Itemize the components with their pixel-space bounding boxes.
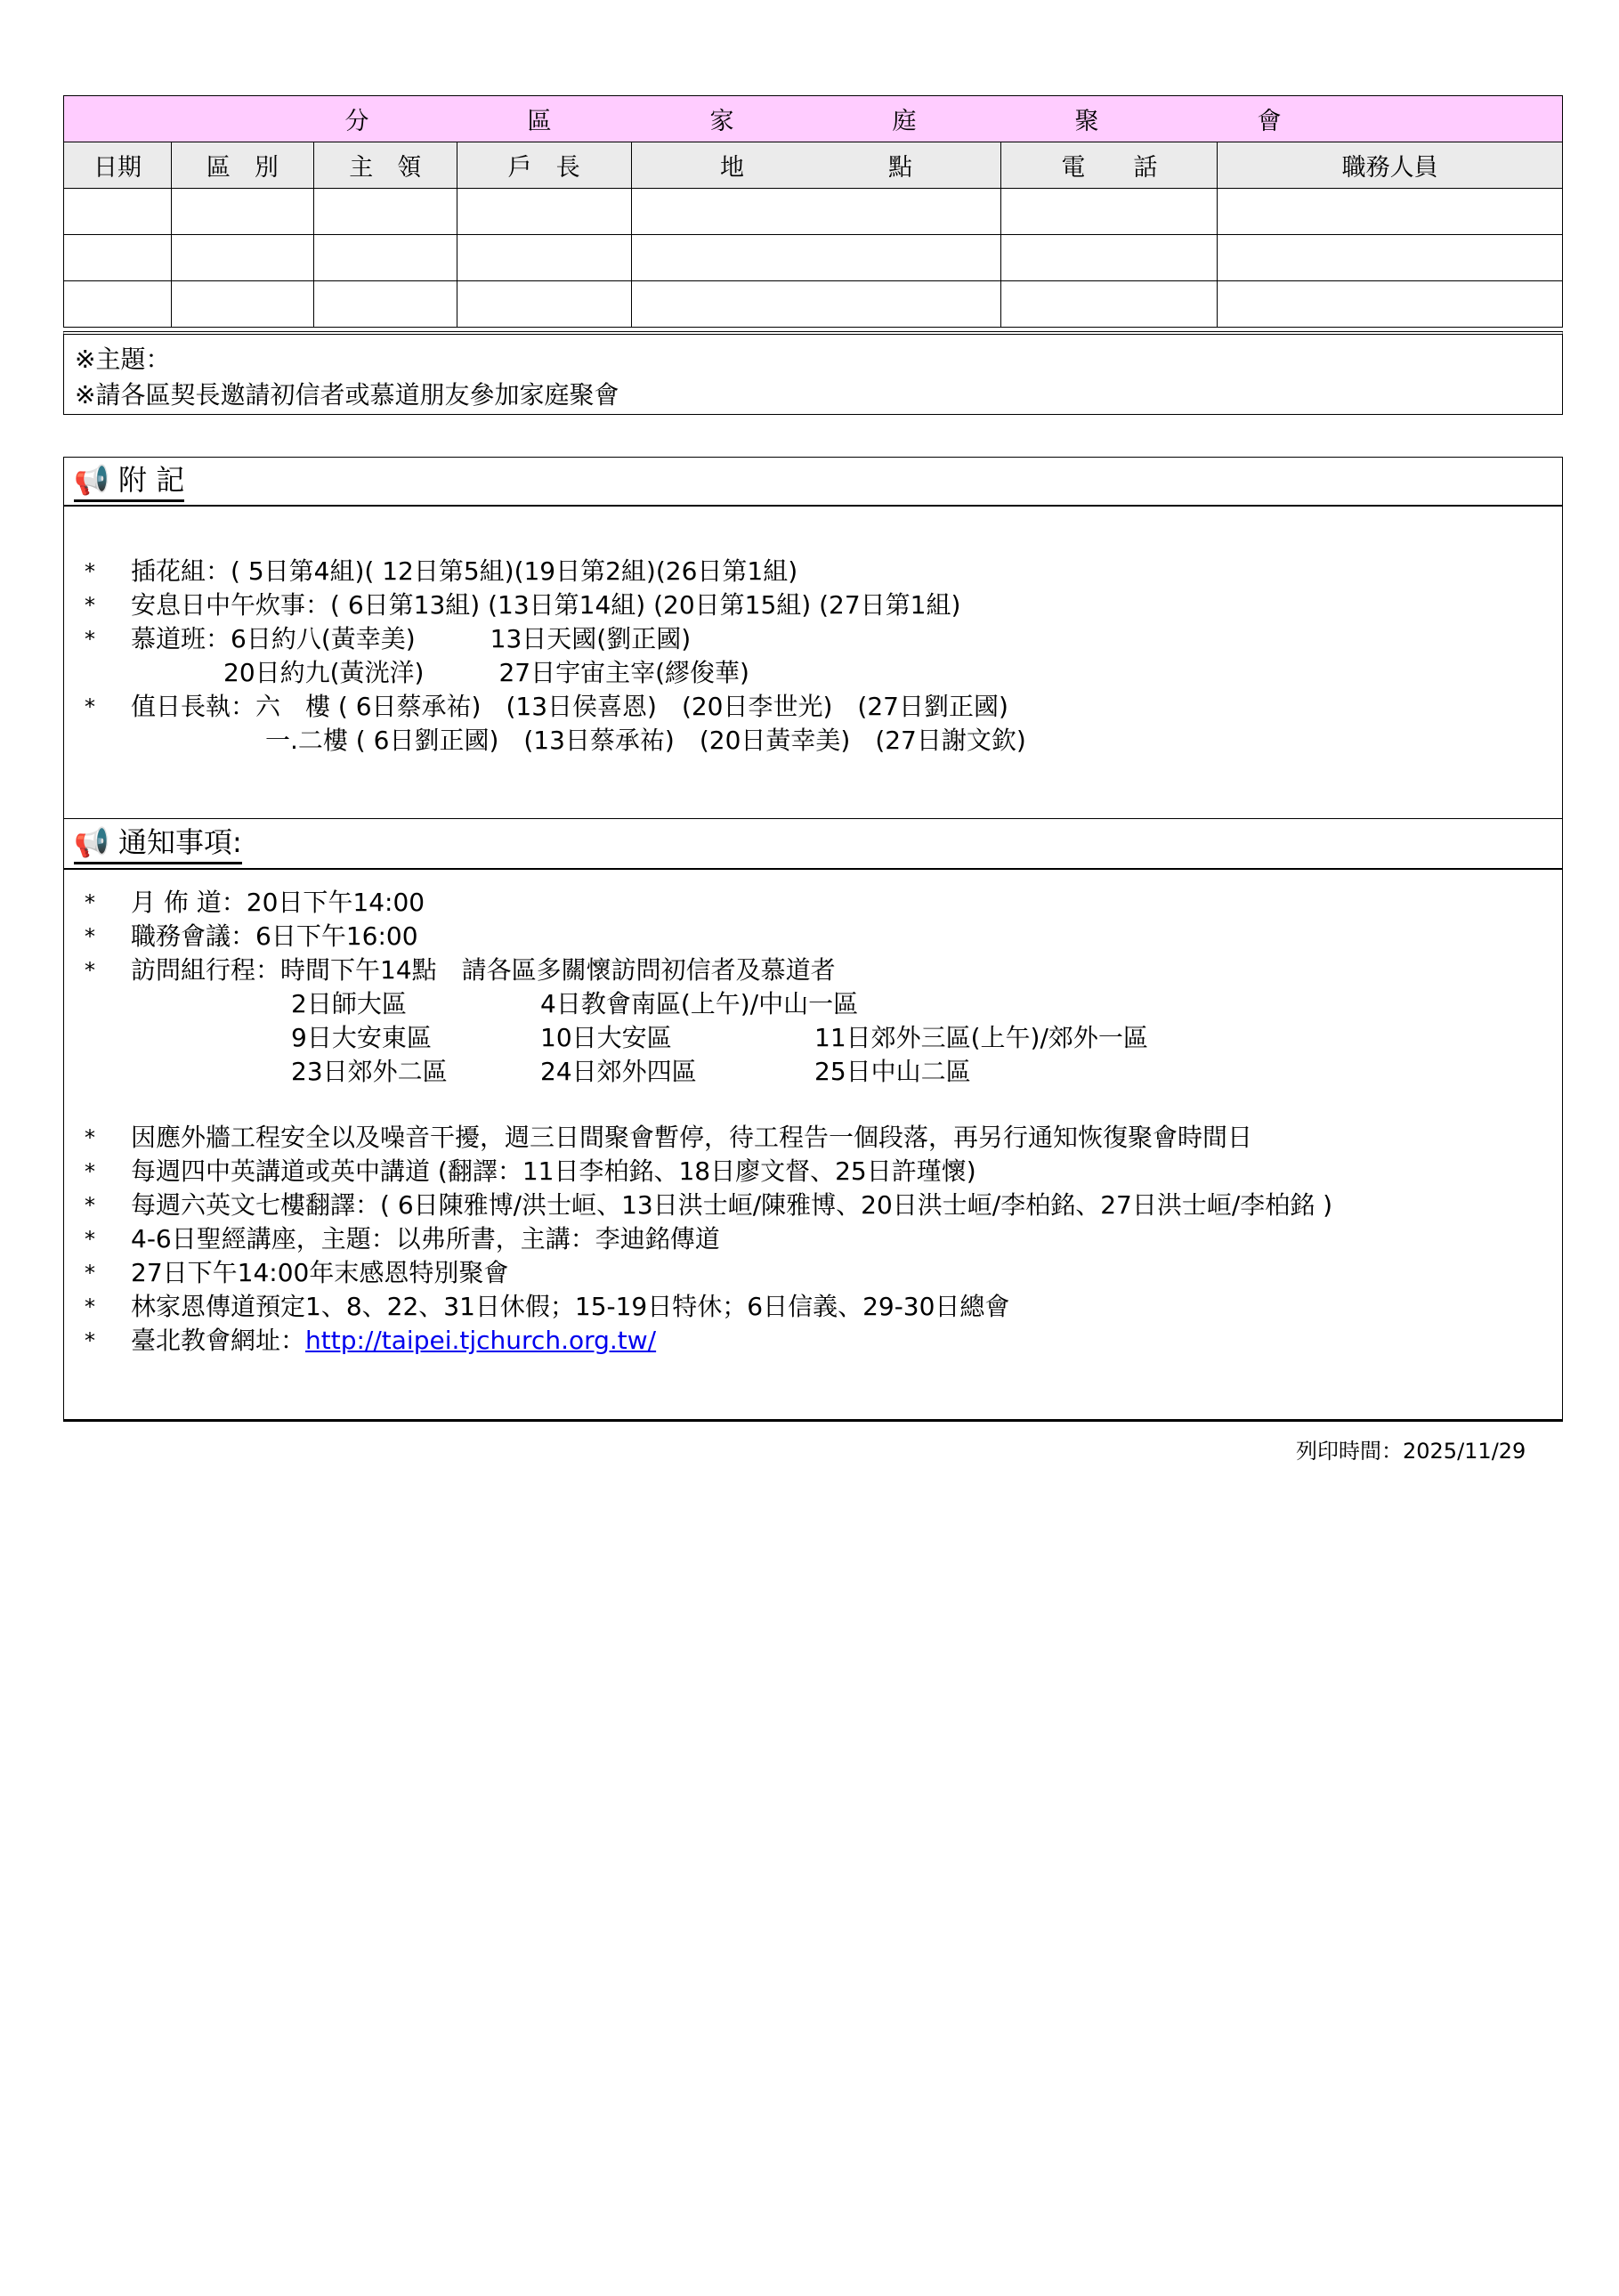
title-char: 會 [1257,108,1282,135]
table-cell [171,281,313,328]
table-cell [64,189,172,235]
website-link[interactable]: http://taipei.tjchurch.org.tw/ [305,1326,657,1355]
bullet: * [85,627,95,652]
theme-label: ※主題： [75,345,171,374]
table-cell [1218,281,1563,328]
visit-schedule-item: 10日大安區 [540,1023,672,1052]
table-cell [64,235,172,281]
table-cell [457,189,631,235]
visit-schedule-item: 2日師大區 [291,989,407,1018]
visit-schedule-item: 9日大安東區 [291,1023,432,1052]
title-char: 分 [344,108,369,135]
note-line: 安息日中午炊事：( 6日第13組) (13日第14組) (20日第15組) (27日第1組) [131,590,961,620]
table-cell [631,281,1001,328]
title-char: 庭 [892,108,917,135]
notice-title: 通知事項: [118,825,242,859]
table-cell [171,235,313,281]
table-cell [171,189,313,235]
bullet: * [85,1294,95,1319]
table-row [64,189,1563,235]
notice-line: 月 佈 道：20日下午14:00 [131,888,425,917]
megaphone-icon: 📢 [74,463,109,497]
table-cell [631,235,1001,281]
bullet: * [85,593,95,618]
notice-line: 訪問組行程：時間下午14點 請各區多關懷訪問初信者及慕道者 [131,955,836,985]
column-header: 區 別 [171,142,313,189]
table-cell [1218,235,1563,281]
notes-header [63,457,1563,507]
bullet: * [85,1328,95,1353]
title-char: 聚 [1074,108,1099,135]
column-header: 電 話 [1001,142,1218,189]
notice-line: 每週六英文七樓翻譯：( 6日陳雅博/洪士峘、13日洪士峘/陳雅博、20日洪士峘/李柏銘、27日洪士峘/李柏銘 ) [131,1190,1333,1220]
table-cell [457,235,631,281]
column-header: 戶 長 [457,142,631,189]
table-cell [457,281,631,328]
theme-text: ※請各區契長邀請初信者或慕道朋友參加家庭聚會 [75,380,619,410]
table-cell [1001,281,1218,328]
bullet: * [85,890,95,915]
notice-line: 職務會議：6日下午16:00 [131,921,418,951]
visit-schedule-item: 24日郊外四區 [540,1057,697,1086]
megaphone-icon: 📢 [74,825,109,859]
table-cell [313,281,457,328]
table-cell [631,189,1001,235]
notice-line: 4-6日聖經講座，主題：以弗所書，主講：李迪銘傳道 [131,1224,720,1253]
table-row [64,281,1563,328]
visit-schedule-item: 23日郊外二區 [291,1057,448,1086]
table-cell [1001,189,1218,235]
visit-schedule-item: 11日郊外三區(上午)/郊外一區 [814,1023,1148,1052]
bullet: * [85,559,95,584]
table-cell [64,281,172,328]
note-line: 一.二樓 ( 6日劉正國) (13日蔡承祐) (20日黃幸美) (27日謝文欽) [265,726,1026,755]
column-header: 地 點 [631,142,1001,189]
bullet: * [85,1261,95,1286]
bullet: * [85,1125,95,1150]
table-title [64,96,1563,142]
note-line: 20日約九(黃洸洋) 27日宇宙主宰(繆俊華) [223,658,749,687]
notice-line: 27日下午14:00年末感恩特別聚會 [131,1258,509,1287]
column-header: 主 領 [313,142,457,189]
note-line: 值日長執：六 樓 ( 6日蔡承祐) (13日侯喜恩) (20日李世光) (27日劉正國) [131,692,1008,721]
table-cell [1001,235,1218,281]
bullet: * [85,694,95,719]
column-header: 職務人員 [1218,142,1563,189]
bullet: * [85,1193,95,1218]
print-time: 列印時間：2025/11/29 [1296,1439,1526,1464]
visit-schedule-item: 4日教會南區(上午)/中山一區 [540,989,859,1018]
notice-line: 每週四中英講道或英中講道 (翻譯：11日李柏銘、18日廖文督、25日許瑾懷) [131,1156,976,1186]
column-header: 日期 [64,142,172,189]
title-char: 區 [527,108,552,135]
website-line: 臺北教會網址：http://taipei.tjchurch.org.tw/ [131,1326,657,1355]
district-gathering-table [63,95,1563,328]
note-line: 插花組：( 5日第4組)( 12日第5組)(19日第2組)(26日第1組) [131,556,798,586]
bullet: * [85,924,95,949]
title-char: 家 [709,108,734,135]
notice-line: 因應外牆工程安全以及噪音干擾，週三日間聚會暫停，待工程告一個段落，再另行通知恢復聚會時間日 [131,1123,1253,1152]
table-cell [313,235,457,281]
theme-box [63,331,1563,415]
table-cell [313,189,457,235]
notice-header [63,818,1563,870]
notice-line: 林家恩傳道預定1、8、22、31日休假；15-19日特休；6日信義、29-30日總會 [131,1292,1010,1321]
bullet: * [85,958,95,983]
visit-schedule-item: 25日中山二區 [814,1057,971,1086]
bullet: * [85,1159,95,1184]
bullet: * [85,1227,95,1252]
table-row [64,235,1563,281]
table-cell [1218,189,1563,235]
note-line: 慕道班：6日約八(黃幸美) 13日天國(劉正國) [131,624,692,653]
notes-title: 附 記 [118,463,185,497]
